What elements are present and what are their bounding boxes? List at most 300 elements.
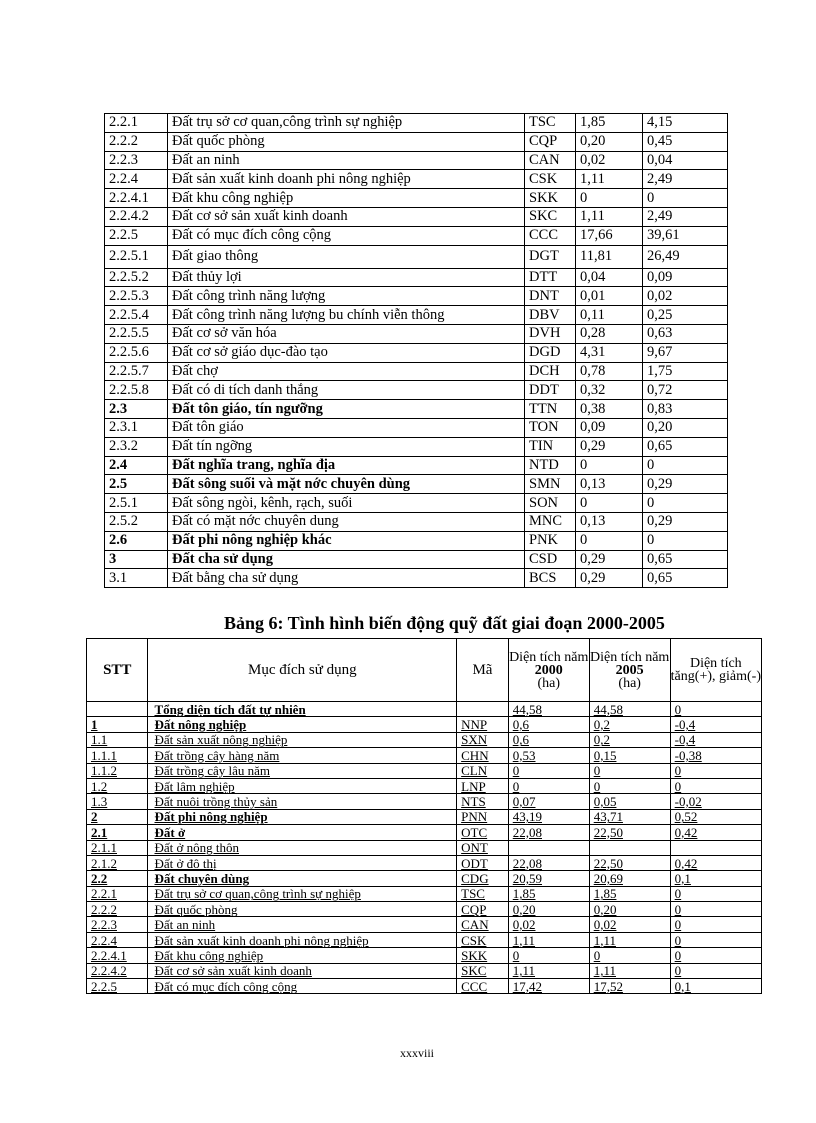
row-name: Đất có mặt nớc chuyên dung (168, 512, 525, 531)
row-name: Đất khu công nghiệp (168, 189, 525, 208)
header-area-2000-year: 2000 (534, 662, 563, 678)
row-change (670, 840, 761, 855)
table-row (87, 794, 762, 809)
row-code: 1 (87, 717, 148, 732)
row-name: Đất tôn giáo (168, 418, 525, 437)
land-use-table-continued (104, 113, 728, 588)
row-area: 0,32 (576, 381, 643, 400)
table-6-title: Bảng 6: Tình hình biến động quỹ đất giai đoạn 2000-2005 (224, 613, 665, 633)
row-area: 0,13 (576, 512, 643, 531)
row-area-2005: 0,02 (589, 917, 670, 932)
land-change-table-body (87, 702, 762, 994)
row-name: Đất có mục đích công cộng (168, 226, 525, 245)
row-percent: 0,04 (643, 151, 728, 170)
row-name: Đất cơ sở sản xuất kinh doanh (168, 207, 525, 226)
row-area-2005: 1,11 (589, 963, 670, 978)
row-name: Đất ở (148, 825, 457, 840)
row-name: Đất cơ sở văn hóa (168, 324, 525, 343)
row-abbr: SMN (525, 475, 576, 494)
row-area: 0,29 (576, 550, 643, 569)
row-abbr: SKC (525, 207, 576, 226)
row-abbr: TIN (525, 437, 576, 456)
row-abbr: TON (525, 418, 576, 437)
row-percent: 0,29 (643, 475, 728, 494)
header-area-2000-label: Diện tích năm (509, 649, 589, 665)
table-row (105, 531, 728, 550)
table-row (105, 362, 728, 381)
row-area: 0,28 (576, 324, 643, 343)
row-name: Đất sản xuất kinh doanh phi nông nghiệp (168, 170, 525, 189)
row-change: -0,02 (670, 794, 761, 809)
row-code: 2.2.5.2 (105, 268, 168, 287)
row-change: 0 (670, 902, 761, 917)
row-area-2005: 0,05 (589, 794, 670, 809)
row-name: Đất nông nghiệp (148, 717, 457, 732)
table-row (87, 748, 762, 763)
row-percent: 0 (643, 494, 728, 513)
row-area-2005: 0 (589, 948, 670, 963)
row-name: Đất cơ sở giáo dục-đào tạo (168, 343, 525, 362)
table-row (87, 717, 762, 732)
row-abbr: DCH (525, 362, 576, 381)
row-change: 0 (670, 886, 761, 901)
table-row (105, 114, 728, 133)
land-change-table-header (87, 639, 762, 702)
row-code: 2.2.5.3 (105, 287, 168, 306)
row-name: Đất phi nông nghiệp (148, 809, 457, 824)
row-name: Đất an ninh (148, 917, 457, 932)
row-name: Đất công trình năng lượng bu chính viễn thông (168, 306, 525, 325)
row-abbr: SKK (525, 189, 576, 208)
row-abbr: DBV (525, 306, 576, 325)
table-row (87, 702, 762, 717)
table-row (105, 418, 728, 437)
table-row (87, 825, 762, 840)
row-percent: 0,25 (643, 306, 728, 325)
row-percent: 2,49 (643, 207, 728, 226)
row-percent: 0 (643, 531, 728, 550)
row-area: 1,85 (576, 114, 643, 133)
row-abbr: DGD (525, 343, 576, 362)
table-row (105, 132, 728, 151)
row-change: 0 (670, 702, 761, 717)
row-percent: 0,65 (643, 550, 728, 569)
row-change: 0,1 (670, 871, 761, 886)
row-abbr: CSD (525, 550, 576, 569)
row-name: Đất sông suối và mặt nớc chuyên dùng (168, 475, 525, 494)
table-row (105, 245, 728, 268)
row-name: Đất trồng cây hàng năm (148, 748, 457, 763)
row-code: 2.1 (87, 825, 148, 840)
row-abbr: CLN (457, 763, 509, 778)
row-area-2000: 22,08 (508, 825, 589, 840)
row-name: Tổng diện tích đất tự nhiên (148, 702, 457, 717)
row-code: 2.2.3 (105, 151, 168, 170)
row-abbr: CQP (525, 132, 576, 151)
row-abbr: CSK (525, 170, 576, 189)
row-name: Đất trụ sở cơ quan,công trình sự nghiệp (168, 114, 525, 133)
row-area-2005 (589, 840, 670, 855)
row-code: 2.6 (105, 531, 168, 550)
row-name: Đất chuyên dùng (148, 871, 457, 886)
row-percent: 0,45 (643, 132, 728, 151)
row-area-2000: 0 (508, 948, 589, 963)
row-code: 2.2.5 (105, 226, 168, 245)
land-change-table (86, 638, 762, 994)
row-area: 0,78 (576, 362, 643, 381)
row-percent: 0 (643, 456, 728, 475)
row-code: 2 (87, 809, 148, 824)
row-abbr: CDG (457, 871, 509, 886)
row-area-2005: 0,2 (589, 732, 670, 747)
row-area-2005: 22,50 (589, 825, 670, 840)
row-area: 1,11 (576, 207, 643, 226)
row-name: Đất chợ (168, 362, 525, 381)
table-row (87, 732, 762, 747)
row-area-2000: 44,58 (508, 702, 589, 717)
row-code: 2.2.4.2 (87, 963, 148, 978)
row-code: 2.2.5.6 (105, 343, 168, 362)
row-name: Đất có mục đích công cộng (148, 979, 457, 994)
row-name: Đất phi nông nghiệp khác (168, 531, 525, 550)
row-area: 17,66 (576, 226, 643, 245)
row-area-2000: 1,85 (508, 886, 589, 901)
row-area-2005: 0,2 (589, 717, 670, 732)
table-row (105, 306, 728, 325)
row-area-2005: 44,58 (589, 702, 670, 717)
row-area-2005: 0,20 (589, 902, 670, 917)
row-name: Đất sông ngòi, kênh, rạch, suối (168, 494, 525, 513)
table-row (87, 778, 762, 793)
table-row (105, 494, 728, 513)
row-area: 0,11 (576, 306, 643, 325)
row-code: 2.4 (105, 456, 168, 475)
row-area: 0 (576, 189, 643, 208)
row-change: 0 (670, 917, 761, 932)
row-code: 2.3.1 (105, 418, 168, 437)
header-row (87, 639, 762, 702)
row-name: Đất ở đô thị (148, 855, 457, 870)
row-name: Đất trồng cây lâu năm (148, 763, 457, 778)
row-abbr: MNC (525, 512, 576, 531)
row-name: Đất khu công nghiệp (148, 948, 457, 963)
row-abbr: CSK (457, 932, 509, 947)
header-area-change (670, 639, 761, 702)
row-percent: 0,65 (643, 569, 728, 588)
table-row (87, 886, 762, 901)
row-abbr: SKC (457, 963, 509, 978)
row-code: 2.2.4.1 (105, 189, 168, 208)
row-change: 0 (670, 778, 761, 793)
table-row (87, 871, 762, 886)
row-change: 0,42 (670, 825, 761, 840)
row-name: Đất trụ sở cơ quan,công trình sự nghiệp (148, 886, 457, 901)
row-code: 2.2.3 (87, 917, 148, 932)
row-code: 2.2.2 (87, 902, 148, 917)
row-abbr: CAN (525, 151, 576, 170)
row-area-2000: 22,08 (508, 855, 589, 870)
header-area-2000 (508, 639, 589, 702)
row-code: 2.2.1 (105, 114, 168, 133)
row-area: 0,20 (576, 132, 643, 151)
row-name: Đất công trình năng lượng (168, 287, 525, 306)
row-code: 2.1.1 (87, 840, 148, 855)
row-abbr (457, 702, 509, 717)
row-area: 11,81 (576, 245, 643, 268)
row-name: Đất thủy lợi (168, 268, 525, 287)
row-percent: 39,61 (643, 226, 728, 245)
row-abbr: NNP (457, 717, 509, 732)
row-abbr: CCC (525, 226, 576, 245)
table-row (105, 226, 728, 245)
table-row (87, 840, 762, 855)
row-code: 1.3 (87, 794, 148, 809)
row-area-2000: 1,11 (508, 963, 589, 978)
row-name: Đất lâm nghiệp (148, 778, 457, 793)
row-name: Đất nuôi trồng thủy sản (148, 794, 457, 809)
row-area-2005: 0 (589, 763, 670, 778)
row-code: 2.2.4 (87, 932, 148, 947)
row-percent: 0 (643, 189, 728, 208)
row-percent: 0,63 (643, 324, 728, 343)
row-abbr: CCC (457, 979, 509, 994)
header-change-sub: tăng(+), giảm(-) (670, 669, 761, 684)
row-area: 0,02 (576, 151, 643, 170)
row-percent: 26,49 (643, 245, 728, 268)
row-code: 2.2.5.1 (105, 245, 168, 268)
row-code: 2.2.4.1 (87, 948, 148, 963)
row-percent: 2,49 (643, 170, 728, 189)
table-row (87, 979, 762, 994)
page-number: xxxviii (400, 1046, 435, 1060)
row-area-2000: 43,19 (508, 809, 589, 824)
row-abbr: LNP (457, 778, 509, 793)
row-area-2005: 0,15 (589, 748, 670, 763)
table-row (87, 963, 762, 978)
row-percent: 9,67 (643, 343, 728, 362)
row-change: 0,1 (670, 979, 761, 994)
row-change: 0,42 (670, 855, 761, 870)
row-percent: 0,09 (643, 268, 728, 287)
header-code: Mã (457, 639, 509, 702)
row-abbr: DDT (525, 381, 576, 400)
row-code: 3 (105, 550, 168, 569)
land-use-table-body (105, 114, 728, 588)
row-area: 0 (576, 494, 643, 513)
table-row (105, 569, 728, 588)
row-area-2000: 20,59 (508, 871, 589, 886)
table-row (87, 763, 762, 778)
row-name: Đất tôn giáo, tín ngưỡng (168, 400, 525, 419)
table-row (105, 170, 728, 189)
header-area-2000-unit: (ha) (537, 675, 560, 691)
row-abbr: NTD (525, 456, 576, 475)
row-code: 2.3.2 (105, 437, 168, 456)
row-area-2000: 0,02 (508, 917, 589, 932)
row-area: 0,13 (576, 475, 643, 494)
row-abbr: CQP (457, 902, 509, 917)
row-percent: 0,65 (643, 437, 728, 456)
row-change: -0,4 (670, 717, 761, 732)
header-change-label: Diện tích (689, 656, 742, 671)
row-area-2000 (508, 840, 589, 855)
row-change: -0,4 (670, 732, 761, 747)
row-code: 2.5.2 (105, 512, 168, 531)
row-abbr: ODT (457, 855, 509, 870)
table-row (105, 550, 728, 569)
table-row (105, 400, 728, 419)
row-code: 1.1.2 (87, 763, 148, 778)
row-area-2005: 0 (589, 778, 670, 793)
row-code: 2.1.2 (87, 855, 148, 870)
row-code: 2.2.1 (87, 886, 148, 901)
table-row (105, 151, 728, 170)
row-code: 2.5 (105, 475, 168, 494)
row-area-2000: 1,11 (508, 932, 589, 947)
table-row (87, 932, 762, 947)
row-area-2000: 0,6 (508, 732, 589, 747)
header-area-2005-label: Diện tích năm (590, 649, 670, 665)
row-abbr: PNN (457, 809, 509, 824)
row-percent: 0,83 (643, 400, 728, 419)
row-area: 0,04 (576, 268, 643, 287)
row-area-2000: 0,6 (508, 717, 589, 732)
row-code: 2.2.2 (105, 132, 168, 151)
row-code: 2.5.1 (105, 494, 168, 513)
table-row (105, 437, 728, 456)
row-name: Đất nghĩa trang, nghĩa địa (168, 456, 525, 475)
row-code: 1.2 (87, 778, 148, 793)
row-area: 0,38 (576, 400, 643, 419)
table-row (105, 268, 728, 287)
header-area-2005-unit: (ha) (618, 675, 641, 691)
table-row (87, 948, 762, 963)
row-abbr: DNT (525, 287, 576, 306)
row-name: Đất tín ngỡng (168, 437, 525, 456)
header-area-2005 (589, 639, 670, 702)
row-code (87, 702, 148, 717)
header-stt: STT (87, 639, 148, 702)
row-change: 0 (670, 763, 761, 778)
row-code: 1.1 (87, 732, 148, 747)
row-name: Đất cha sử dụng (168, 550, 525, 569)
header-purpose: Mục đích sử dụng (148, 639, 457, 702)
row-abbr: DTT (525, 268, 576, 287)
row-area: 0,29 (576, 437, 643, 456)
row-abbr: SKK (457, 948, 509, 963)
table-row (105, 381, 728, 400)
row-abbr: NTS (457, 794, 509, 809)
row-area: 0,09 (576, 418, 643, 437)
table-row (105, 456, 728, 475)
row-percent: 0,72 (643, 381, 728, 400)
row-name: Đất sản xuất nông nghiệp (148, 732, 457, 747)
row-abbr: CHN (457, 748, 509, 763)
row-code: 2.2.5.7 (105, 362, 168, 381)
row-area-2005: 1,85 (589, 886, 670, 901)
row-area-2005: 22,50 (589, 855, 670, 870)
row-percent: 0,29 (643, 512, 728, 531)
row-abbr: BCS (525, 569, 576, 588)
row-area-2005: 43,71 (589, 809, 670, 824)
row-name: Đất sản xuất kinh doanh phi nông nghiệp (148, 932, 457, 947)
row-abbr: TTN (525, 400, 576, 419)
row-area: 0 (576, 531, 643, 550)
row-area-2005: 17,52 (589, 979, 670, 994)
row-abbr: SXN (457, 732, 509, 747)
row-abbr: CAN (457, 917, 509, 932)
row-area-2000: 0,07 (508, 794, 589, 809)
row-code: 2.2.5.5 (105, 324, 168, 343)
row-abbr: TSC (457, 886, 509, 901)
row-change: 0 (670, 948, 761, 963)
row-percent: 1,75 (643, 362, 728, 381)
row-area-2005: 20,69 (589, 871, 670, 886)
row-name: Đất quốc phòng (168, 132, 525, 151)
row-area-2005: 1,11 (589, 932, 670, 947)
table-row (105, 343, 728, 362)
table-row (105, 207, 728, 226)
row-code: 2.2.5.4 (105, 306, 168, 325)
row-area: 0,01 (576, 287, 643, 306)
row-abbr: TSC (525, 114, 576, 133)
row-code: 1.1.1 (87, 748, 148, 763)
row-abbr: PNK (525, 531, 576, 550)
row-abbr: DGT (525, 245, 576, 268)
row-change: 0,52 (670, 809, 761, 824)
row-area: 0,29 (576, 569, 643, 588)
row-percent: 0,02 (643, 287, 728, 306)
row-name: Đất an ninh (168, 151, 525, 170)
header-area-2005-year: 2005 (615, 662, 644, 678)
row-abbr: OTC (457, 825, 509, 840)
row-area-2000: 0,20 (508, 902, 589, 917)
table-row (105, 475, 728, 494)
row-percent: 0,20 (643, 418, 728, 437)
row-area-2000: 17,42 (508, 979, 589, 994)
row-change: 0 (670, 932, 761, 947)
table-row (87, 855, 762, 870)
row-percent: 4,15 (643, 114, 728, 133)
row-abbr: DVH (525, 324, 576, 343)
table-row (105, 189, 728, 208)
table-row (87, 809, 762, 824)
row-area-2000: 0 (508, 778, 589, 793)
row-area: 0 (576, 456, 643, 475)
table-row (87, 917, 762, 932)
row-name: Đất bằng cha sử dụng (168, 569, 525, 588)
row-name: Đất ở nông thôn (148, 840, 457, 855)
table-row (87, 902, 762, 917)
row-name: Đất giao thông (168, 245, 525, 268)
row-code: 2.2 (87, 871, 148, 886)
row-change: -0,38 (670, 748, 761, 763)
row-code: 2.2.5 (87, 979, 148, 994)
row-code: 2.2.4 (105, 170, 168, 189)
row-code: 2.3 (105, 400, 168, 419)
table-row (105, 287, 728, 306)
row-code: 2.2.5.8 (105, 381, 168, 400)
row-area: 1,11 (576, 170, 643, 189)
row-change: 0 (670, 963, 761, 978)
row-name: Đất có di tích danh thắng (168, 381, 525, 400)
row-name: Đất quốc phòng (148, 902, 457, 917)
row-abbr: ONT (457, 840, 509, 855)
table-row (105, 512, 728, 531)
row-area-2000: 0 (508, 763, 589, 778)
row-abbr: SON (525, 494, 576, 513)
table-row (105, 324, 728, 343)
